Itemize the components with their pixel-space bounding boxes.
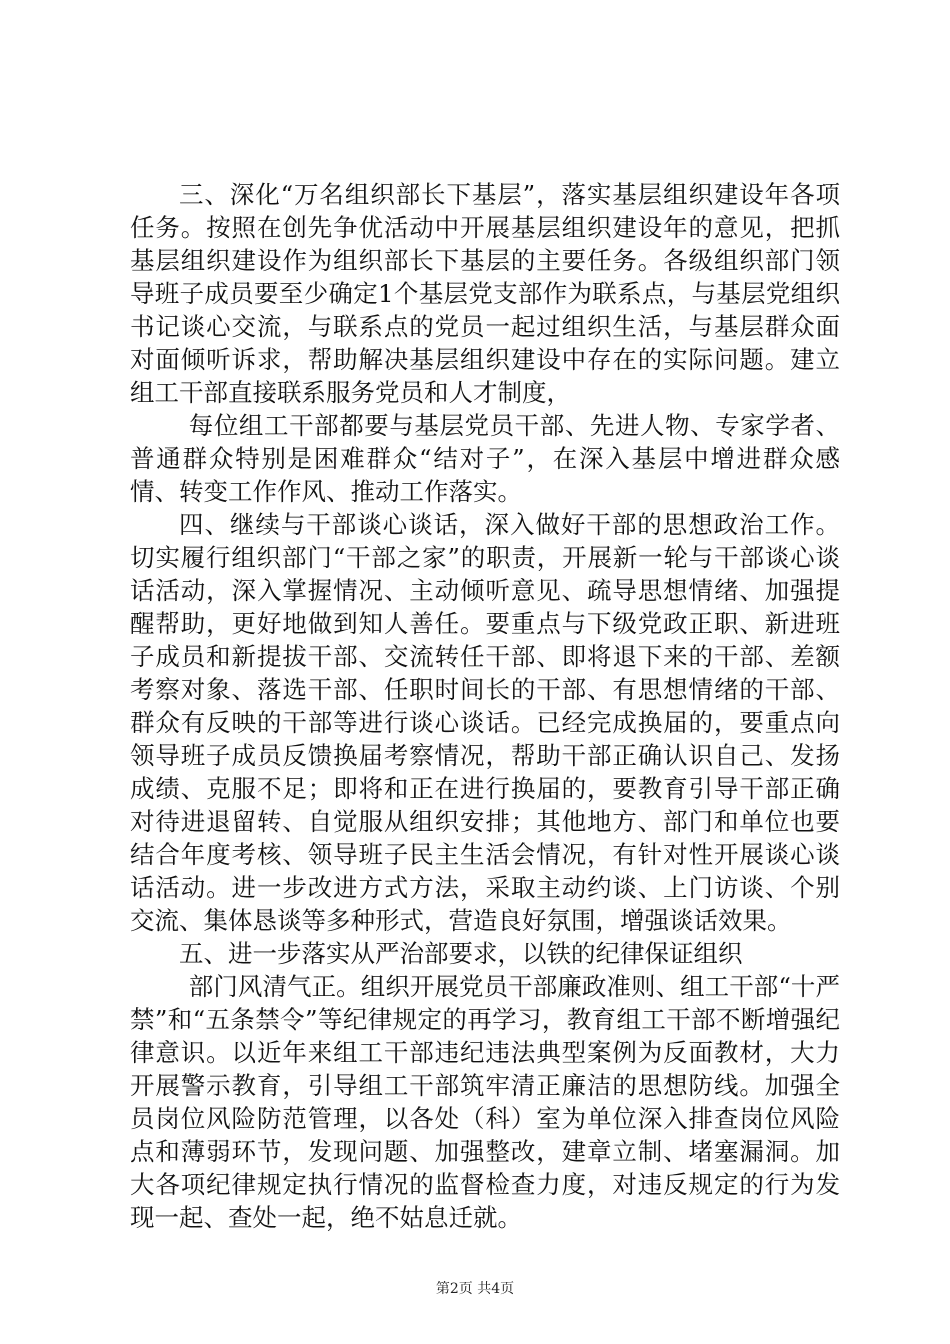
paragraph-section-four: 四、继续与干部谈心谈话，深入做好干部的思想政治工作。切实履行组织部门“干部之家”的职责，开展新一轮与干部谈心谈话活动，深入掌握情况、主动倾听意见、疏导思想情绪、加强提醒帮助，更好地做到知人善任。要重点与下级党政正职、新进班子成员和新提拔干部、交流转任干部、即将退下来的干部、差额考察对象、落选干部、任职时间长的干部、有思想情绪的干部、群众有反映的干部等进行谈心谈话。已经完成换届的，要重点向领导班子成员反馈换届考察情况，帮助干部正确认识自己、发扬成绩、克服不足；即将和正在进行换届的，要教育引导干部正确对待进退留转、自觉服从组织安排；其他地方、部门和单位也要结合年度考核、领导班子民主生活会情况，有针对性开展谈心谈话活动。进一步改进方式方法，采取主动约谈、上门访谈、个别交流、集体恳谈等多种形式，营造良好氛围，增强谈话效果。 (130, 510, 840, 935)
page-number-label: 第2页 共4页 (435, 1281, 515, 1297)
paragraph-section-five-heading: 五、进一步落实从严治部要求，以铁的纪律保证组织 (179, 939, 743, 968)
paragraph-pairing: 每位组工干部都要与基层党员干部、先进人物、专家学者、普通群众特别是困难群众“结对子”，在深入基层中增进群众感情、转变工作作风、推动工作落实。 (130, 411, 840, 506)
paragraph-section-five-body: 部门风清气正。组织开展党员干部廉政准则、组工干部“十严禁”和“五条禁令”等纪律规定的再学习，教育组工干部不断增强纪律意识。以近年来组工干部违纪违法典型案例为反面教材，大力开展警示教育，引导组工干部筑牢清正廉洁的思想防线。加强全员岗位风险防范管理，以各处（科）室为单位深入排查岗位风险点和薄弱环节，发现问题、加强整改，建章立制、堵塞漏洞。加大各项纪律规定执行情况的监督检查力度，对违反规定的行为发现一起、查处一起，绝不姑息迁就。 (130, 972, 840, 1232)
document-body (130, 178, 840, 1234)
paragraph-section-three: 三、深化“万名组织部长下基层”，落实基层组织建设年各项任务。按照在创先争优活动中开展基层组织建设年的意见，把抓基层组织建设作为组织部长下基层的主要任务。各级组织部门领导班子成员要至少确定1个基层党支部作为联系点，与基层党组织书记谈心交流，与联系点的党员一起过组织生活，与基层群众面对面倾听诉求，帮助解决基层组织建设中存在的实际问题。建立组工干部直接联系服务党员和人才制度， (130, 180, 840, 407)
page-footer (0, 1278, 950, 1298)
